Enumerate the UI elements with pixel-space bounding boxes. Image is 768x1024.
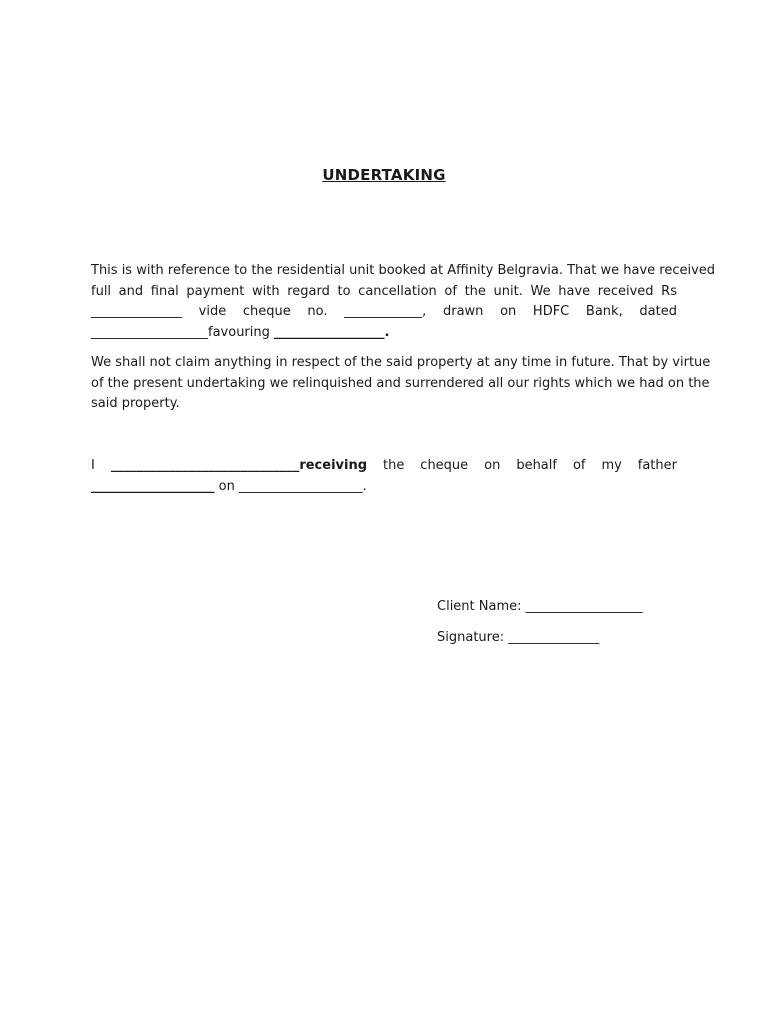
word: vide [198,304,227,319]
word: on [484,458,501,473]
paragraph-line [91,302,677,323]
father-name-blank: ___________________ [91,478,215,494]
amount-blank: ______________ [91,304,182,319]
paragraph-reference [91,261,716,343]
word: father [637,458,677,473]
paragraph-line [91,456,677,477]
date-blank: on ___________________. [214,478,367,494]
paragraph-line: full and final payment with regard to cancellation of the unit. We have received Rs [91,283,677,299]
paragraph-receiving [91,456,677,497]
word: on [500,304,517,319]
client-name-field: Client Name: __________________ [437,599,643,614]
word: the [382,458,405,473]
word: of [572,458,586,473]
word: behalf [516,458,557,473]
document-title: UNDERTAKING [322,166,446,184]
word: dated [639,304,677,319]
word: no. [307,304,328,319]
word: drawn [442,304,484,319]
receiver-name-blank: _____________________________receiving [110,458,368,473]
signature-field: Signature: ______________ [437,630,600,645]
word: I [91,458,95,473]
word: Bank, [585,304,623,319]
word: cheque [242,304,291,319]
paragraph-relinquish [91,353,711,415]
favouring-blank: _________________. [274,324,390,340]
word: cheque [420,458,469,473]
paragraph-line: said property. [91,396,180,411]
paragraph-line: We shall not claim anything in respect of the said property at any time in future. That by virtue [91,355,711,370]
paragraph-line: of the present undertaking we relinquished and surrendered all our rights which we had on the [91,375,710,391]
word: HDFC [532,304,570,319]
paragraph-line [91,323,677,344]
paragraph-line: This is with reference to the residential unit booked at Affinity Belgravia. That we have received [91,263,716,278]
date-favouring-blank: __________________favouring [91,324,275,340]
word: my [601,458,622,473]
paragraph-line [91,477,677,498]
cheque-number-blank: ____________, [344,304,427,319]
